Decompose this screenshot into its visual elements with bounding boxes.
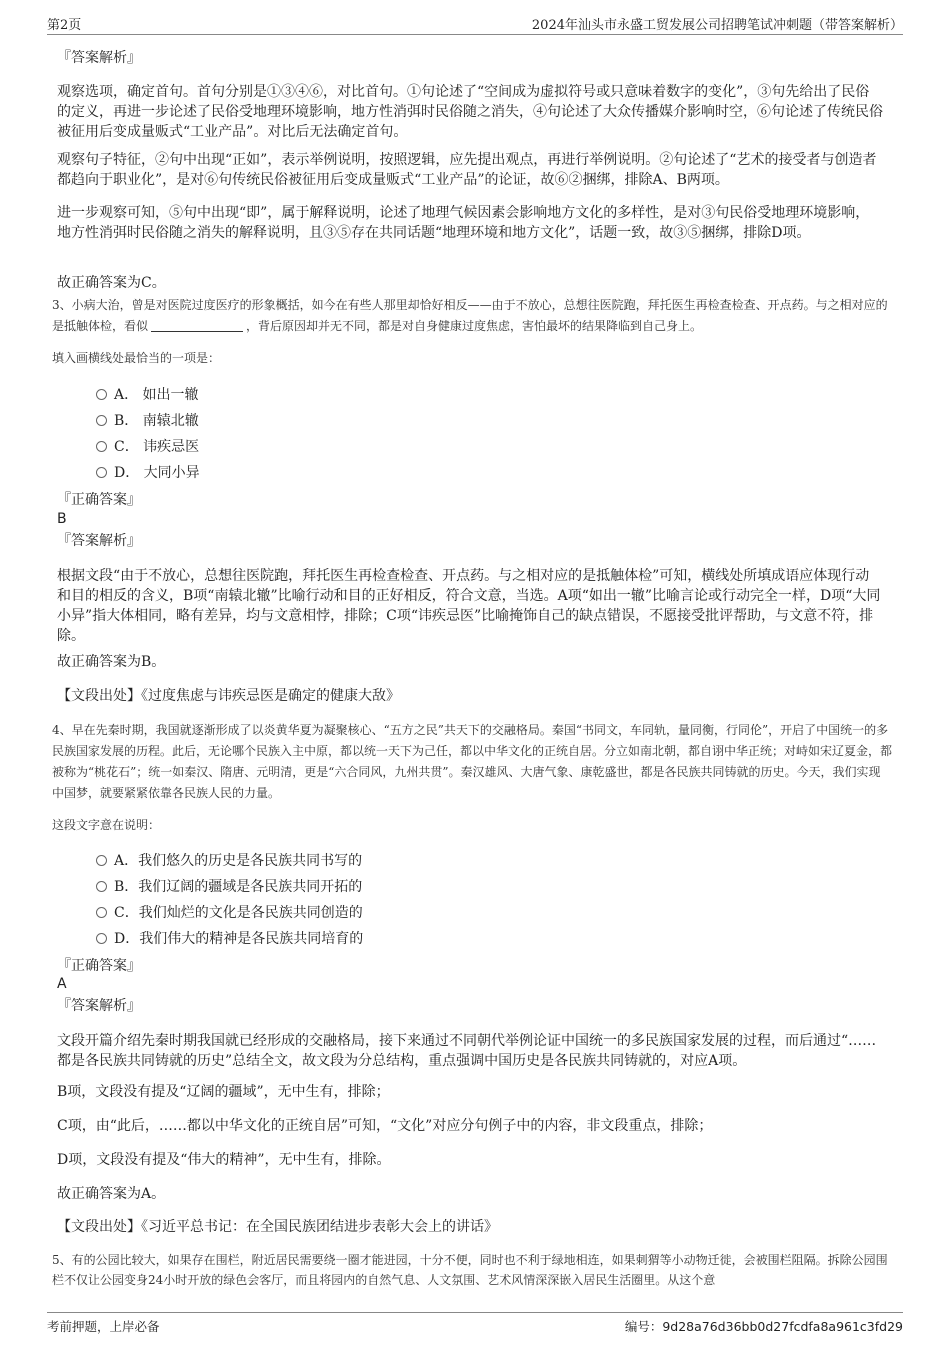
q3-option-b[interactable]: B． 南辕北辙 — [96, 412, 199, 430]
q4-analysis-p2: B项，文段没有提及“辽阔的疆域”，无中生有，排除； — [57, 1084, 390, 1100]
footer-slogan: 考前押题，上岸必备 — [47, 1319, 160, 1334]
q4-correct-label: 『正确答案』 — [57, 958, 141, 974]
q3-conclusion: 故正确答案为B。 — [57, 654, 166, 670]
radio-icon[interactable] — [96, 389, 107, 400]
q2-analysis-label: 『答案解析』 — [57, 50, 141, 66]
q4-analysis-label: 『答案解析』 — [57, 998, 141, 1014]
q3-analysis-p1: 根据文段“由于不放心，总想往医院跑，拜托医生再检查检查、开点药。与之相对应的是抵触体检”可知，横线处所填成语应体现行动和目的相反的含义，B项“南辕北辙”比喻行动和目的正好相反，符合文意，当选。A项“如出一辙”比喻言论或行动完全一样，D项“大同小异”指大体相同，略有差异，均与文意相悖，排除；C项“讳疾忌医”比喻掩饰自己的缺点错误，不愿接受批评帮助，与文意不符，排除。 — [57, 568, 881, 644]
q3-correct-answer: B — [57, 511, 67, 527]
q3-analysis-label: 『答案解析』 — [57, 533, 141, 549]
q4-prompt: 这段文字意在说明： — [52, 818, 161, 832]
q4-correct-answer: A — [57, 976, 67, 992]
radio-icon[interactable] — [96, 855, 107, 866]
q3-correct-label: 『正确答案』 — [57, 492, 141, 508]
q3-option-c[interactable]: C． 讳疾忌医 — [96, 438, 199, 456]
q5-stem: 5、有的公园比较大，如果存在围栏，附近居民需要绕一圈才能进园，十分不便，同时也不利于绿地相连，如果刺猬等小动物迁徙，会被围栏阻隔。拆除公园围栏不仅让公园变身24小时开放的绿色会客厅，而且将园内的自然气息、人文氛围、艺术风情深深嵌入居民生活圈里。从这个意 — [52, 1253, 888, 1287]
q4-option-a[interactable]: A．我们悠久的历史是各民族共同书写的 — [96, 852, 362, 870]
radio-icon[interactable] — [96, 933, 107, 944]
q4-analysis-p3: C项，由“此后，……都以中华文化的正统自居”可知，“文化”对应分句例子中的内容，非文段重点，排除； — [57, 1118, 713, 1134]
q2-analysis-p1: 观察选项，确定首句。首句分别是①③④⑥，对比首句。①句论述了“空间成为虚拟符号或只意味着数字的变化”，③句先给出了民俗的定义，再进一步论述了民俗受地理环境影响，地方性消弭时民俗随之消失，④句论述了大众传播媒介影响时空，⑥句论述了传统民俗被征用后变成量贩式“工业产品”。对比后无法确定首句。 — [57, 84, 883, 140]
q2-analysis-p2: 观察句子特征，②句中出现“正如”，表示举例说明，按照逻辑，应先提出观点，再进行举例说明。②句论述了“艺术的接受者与创造者都趋向于职业化”，是对⑥句传统民俗被征用后变成量贩式“工业产品”的论证，故⑥②捆绑，排除A、B两项。 — [57, 152, 877, 188]
q4-stem: 4、早在先秦时期，我国就逐渐形成了以炎黄华夏为凝聚核心、“五方之民”共天下的交融格局。秦国“书同文，车同轨，量同衡，行同伦”，开启了中国统一的多民族国家发展的历程。此后，无论哪个民族入主中原，都以统一天下为己任，都以中华文化的正统自居。分立如南北朝，都自诩中华正统；对峙如宋辽夏金，都被称为“桃花石”；统一如秦汉、隋唐、元明清，更是“六合同风，九州共贯”。秦汉雄风、大唐气象、康乾盛世，都是各民族共同铸就的历史。今天，我们实现中国梦，就要紧紧依靠各民族人民的力量。 — [52, 723, 893, 800]
q3-prompt: 填入画横线处最恰当的一项是： — [52, 351, 221, 365]
q3-option-d[interactable]: D． 大同小异 — [96, 464, 200, 482]
q4-analysis-p4: D项，文段没有提及“伟大的精神”，无中生有，排除。 — [57, 1152, 391, 1168]
radio-icon[interactable] — [96, 415, 107, 426]
q4-analysis-p1: 文段开篇介绍先秦时期我国就已经形成的交融格局，接下来通过不同朝代举例论证中国统一的多民族国家发展的过程，而后通过“……都是各民族共同铸就的历史”总结全文，故文段为分总结构，重点强调中国历史是各民族共同铸就的，对应A项。 — [57, 1033, 877, 1069]
document-title: 2024年汕头市永盛工贸发展公司招聘笔试冲刺题（带答案解析） — [531, 18, 903, 33]
q2-conclusion: 故正确答案为C。 — [57, 275, 166, 291]
q4-conclusion: 故正确答案为A。 — [57, 1186, 166, 1202]
q2-analysis-p3: 进一步观察可知，⑤句中出现“即”，属于解释说明，论述了地理气候因素会影响地方文化的多样性，是对③句民俗受地理环境影响，地方性消弭时民俗随之消失的解释说明，且③⑤存在共同话题“地理环境和地方文化”，话题一致，故③⑤捆绑，排除D项。 — [57, 205, 870, 241]
page-number: 第2页 — [47, 18, 82, 33]
radio-icon[interactable] — [96, 467, 107, 478]
q3-option-a[interactable]: A． 如出一辙 — [96, 386, 199, 404]
q4-option-c[interactable]: C．我们灿烂的文化是各民族共同创造的 — [96, 904, 363, 922]
page-footer — [47, 1312, 903, 1338]
q4-option-b[interactable]: B．我们辽阔的疆域是各民族共同开拓的 — [96, 878, 362, 896]
q4-option-d[interactable]: D．我们伟大的精神是各民族共同培育的 — [96, 930, 363, 948]
radio-icon[interactable] — [96, 441, 107, 452]
answer-blank — [151, 320, 243, 332]
q3-source: 【文段出处】《过度焦虑与讳疾忌医是确定的健康大敌》 — [57, 688, 400, 704]
page-header — [47, 14, 903, 35]
document-code: 编号：9d28a76d36bb0d27fcdfa8a961c3fd29 — [624, 1319, 903, 1334]
radio-icon[interactable] — [96, 881, 107, 892]
q3-stem: 3、小病大治，曾是对医院过度医疗的形象概括，如今在有些人那里却恰好相反——由于不放心，总想往医院跑，拜托医生再检查检查、开点药。与之相对应的是抵触体检，看似 ，背后原因却并无不同，都是对自身健康过度焦虑，害怕最坏的结果降临到自己身上。 — [52, 298, 888, 333]
radio-icon[interactable] — [96, 907, 107, 918]
q4-source: 【文段出处】《习近平总书记：在全国民族团结进步表彰大会上的讲话》 — [57, 1219, 498, 1235]
